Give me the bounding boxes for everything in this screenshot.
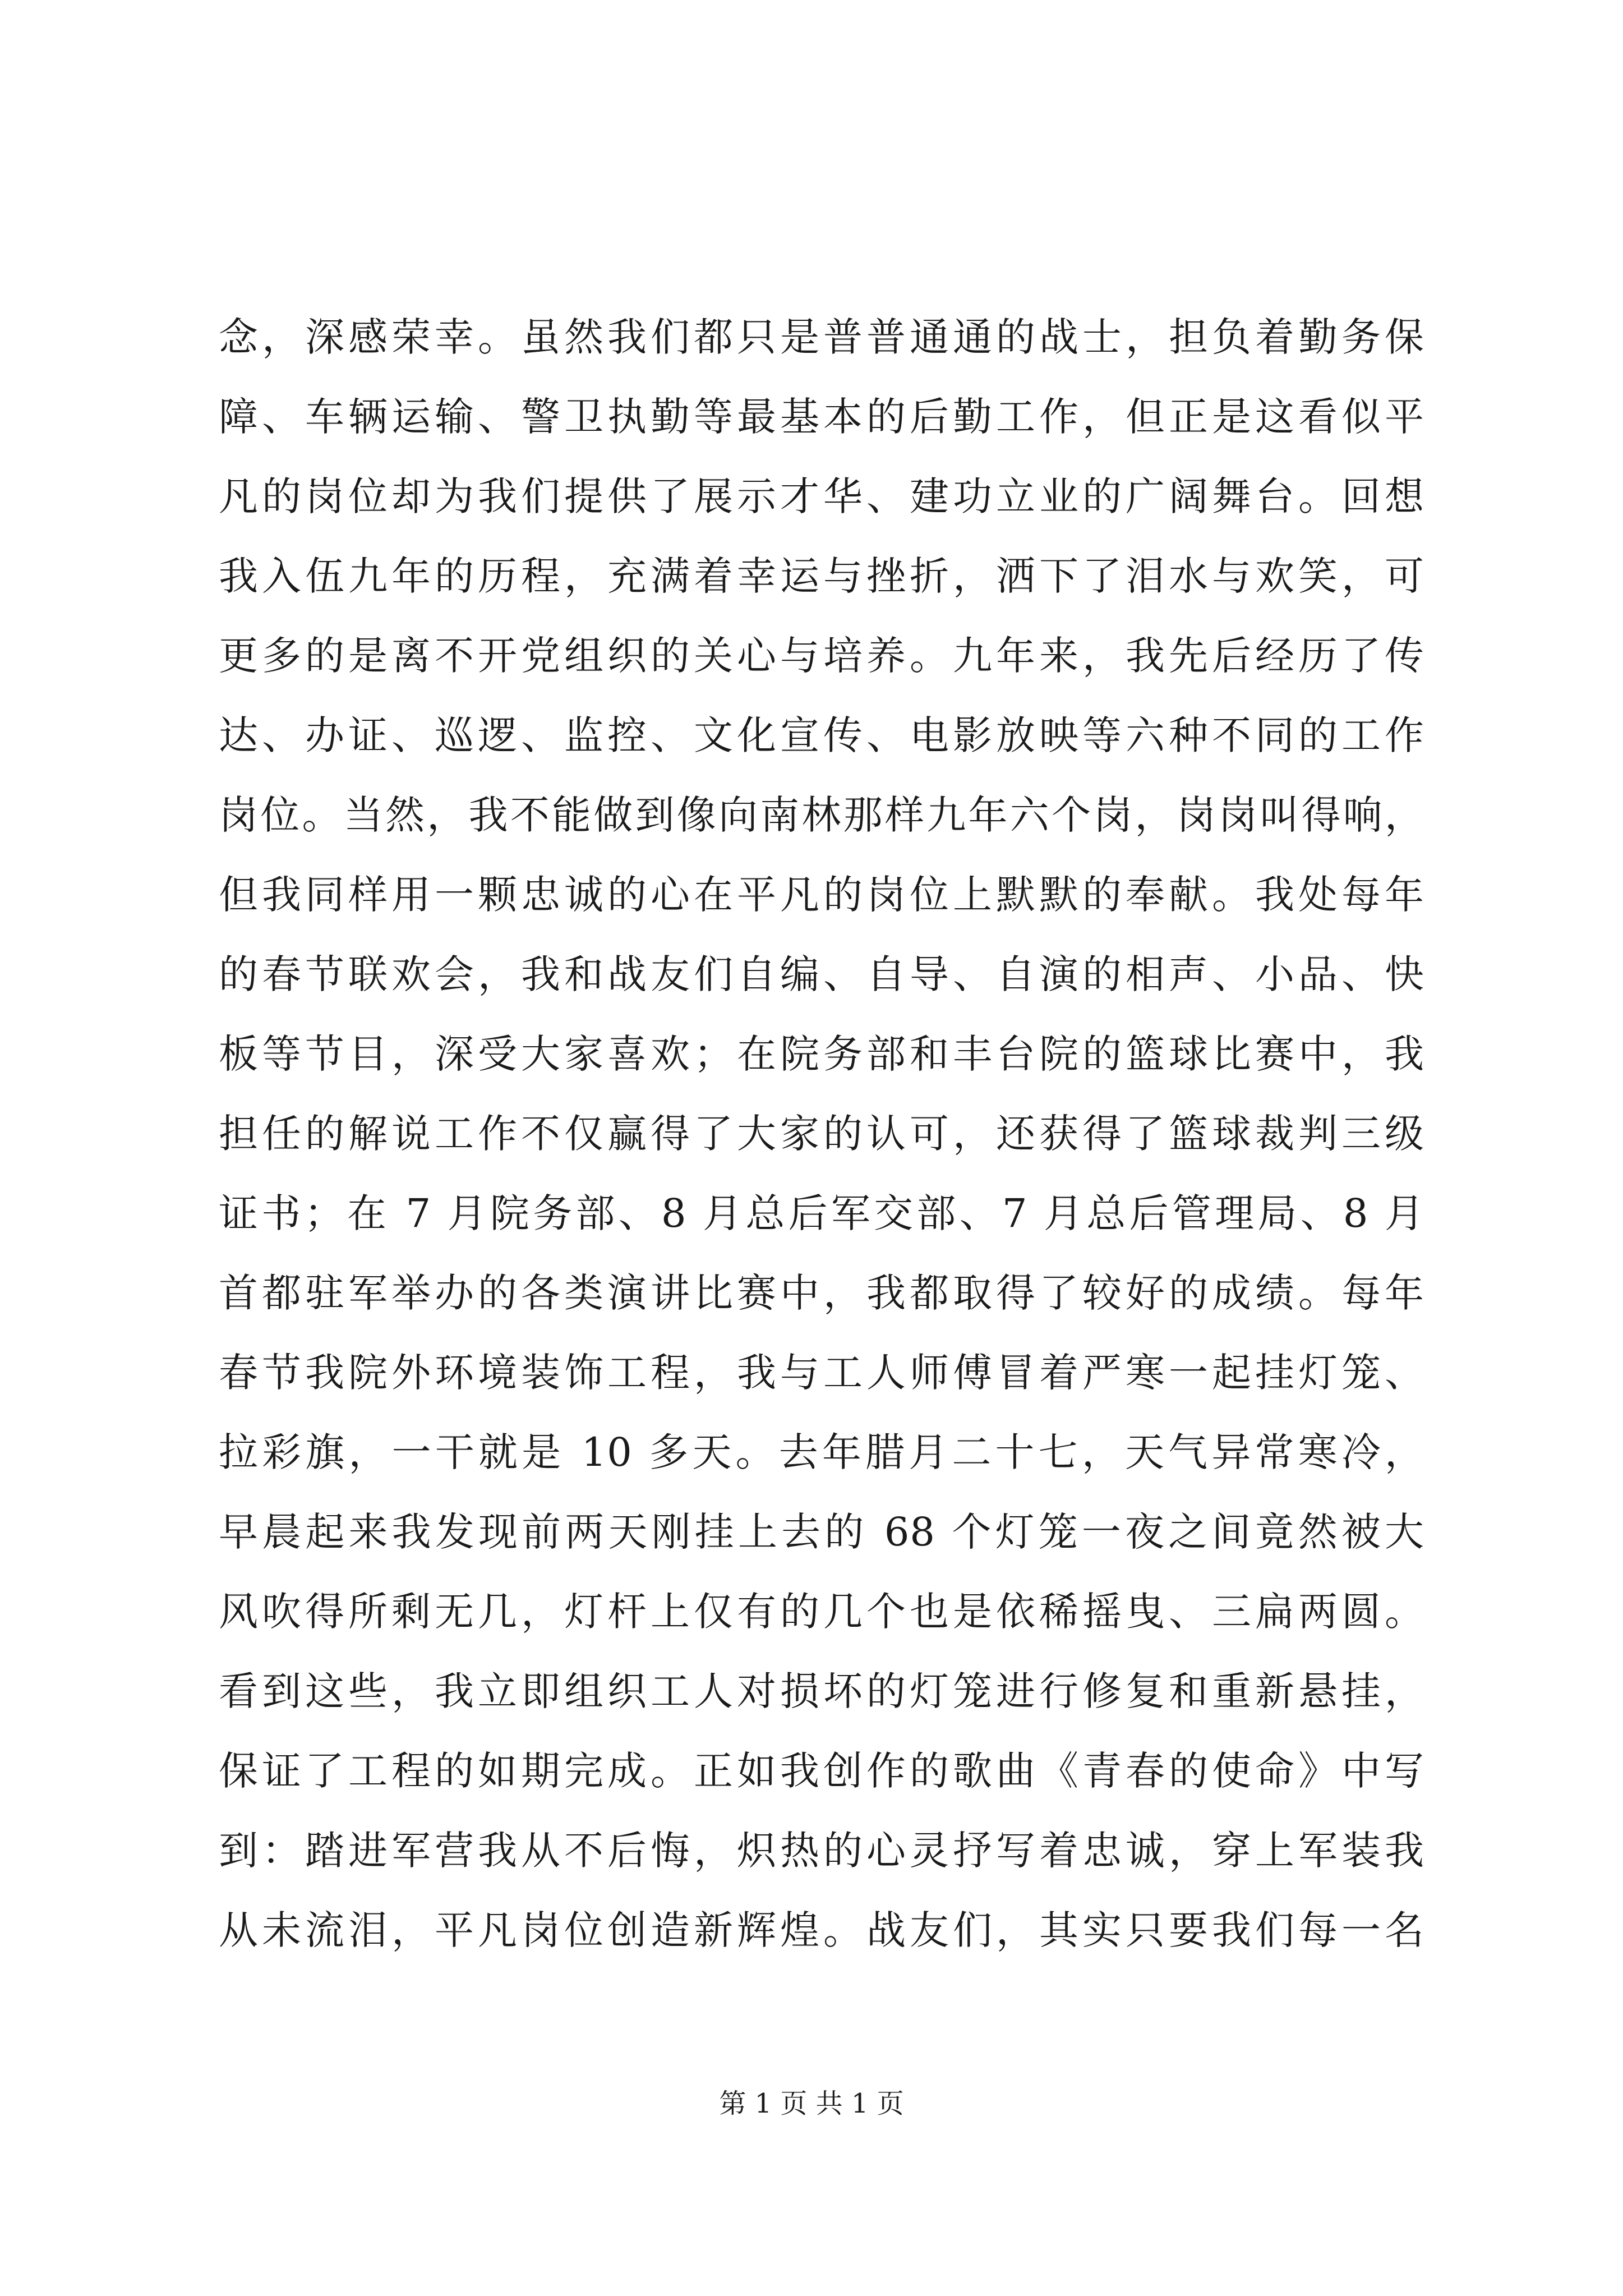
text-line: 看到这些，我立即组织工人对损坏的灯笼进行修复和重新悬挂，: [219, 1668, 1424, 1714]
text-line: 证书；在 7 月院务部、8 月总后军交部、7 月总后管理局、8 月: [219, 1190, 1424, 1236]
text-line: 风吹得所剩无几，灯杆上仅有的几个也是依稀摇曳、三扁两圆。: [219, 1589, 1424, 1635]
page-footer: [0, 2087, 1623, 2120]
text-line: 更多的是离不开党组织的关心与培养。九年来，我先后经历了传: [219, 633, 1424, 679]
body-text: [219, 297, 1424, 1970]
text-line: 障、车辆运输、警卫执勤等最基本的后勤工作，但正是这看似平: [219, 394, 1424, 440]
text-line: 念，深感荣幸。虽然我们都只是普普通通的战士，担负着勤务保: [219, 314, 1424, 360]
text-line: 板等节目，深受大家喜欢；在院务部和丰台院的篮球比赛中，我: [219, 1031, 1424, 1077]
text-line: 我入伍九年的历程，充满着幸运与挫折，洒下了泪水与欢笑，可: [219, 553, 1424, 599]
text-line: 但我同样用一颗忠诚的心在平凡的岗位上默默的奉献。我处每年: [219, 872, 1424, 918]
text-line: 担任的解说工作不仅赢得了大家的认可，还获得了篮球裁判三级: [219, 1111, 1424, 1157]
page-number-label: 第 1 页 共 1 页: [719, 2088, 904, 2119]
text-line: 到：踏进军营我从不后悔，炽热的心灵抒写着忠诚，穿上军装我: [219, 1828, 1424, 1874]
text-line: 首都驻军举办的各类演讲比赛中，我都取得了较好的成绩。每年: [219, 1270, 1424, 1316]
text-line: 保证了工程的如期完成。正如我创作的歌曲《青春的使命》中写: [219, 1748, 1424, 1794]
text-line: 达、办证、巡逻、监控、文化宣传、电影放映等六种不同的工作: [219, 712, 1424, 758]
text-line: 的春节联欢会，我和战友们自编、自导、自演的相声、小品、快: [219, 951, 1424, 997]
text-line: 拉彩旗，一干就是 10 多天。去年腊月二十七，天气异常寒冷，: [219, 1429, 1424, 1475]
text-line: 从未流泪，平凡岗位创造新辉煌。战友们，其实只要我们每一名: [219, 1907, 1424, 1953]
text-line: 早晨起来我发现前两天刚挂上去的 68 个灯笼一夜之间竟然被大: [219, 1509, 1424, 1555]
text-line: 岗位。当然，我不能做到像向南林那样九年六个岗，岗岗叫得响，: [219, 792, 1424, 838]
text-line: 春节我院外环境装饰工程，我与工人师傅冒着严寒一起挂灯笼、: [219, 1350, 1424, 1396]
text-line: 凡的岗位却为我们提供了展示才华、建功立业的广阔舞台。回想: [219, 473, 1424, 519]
